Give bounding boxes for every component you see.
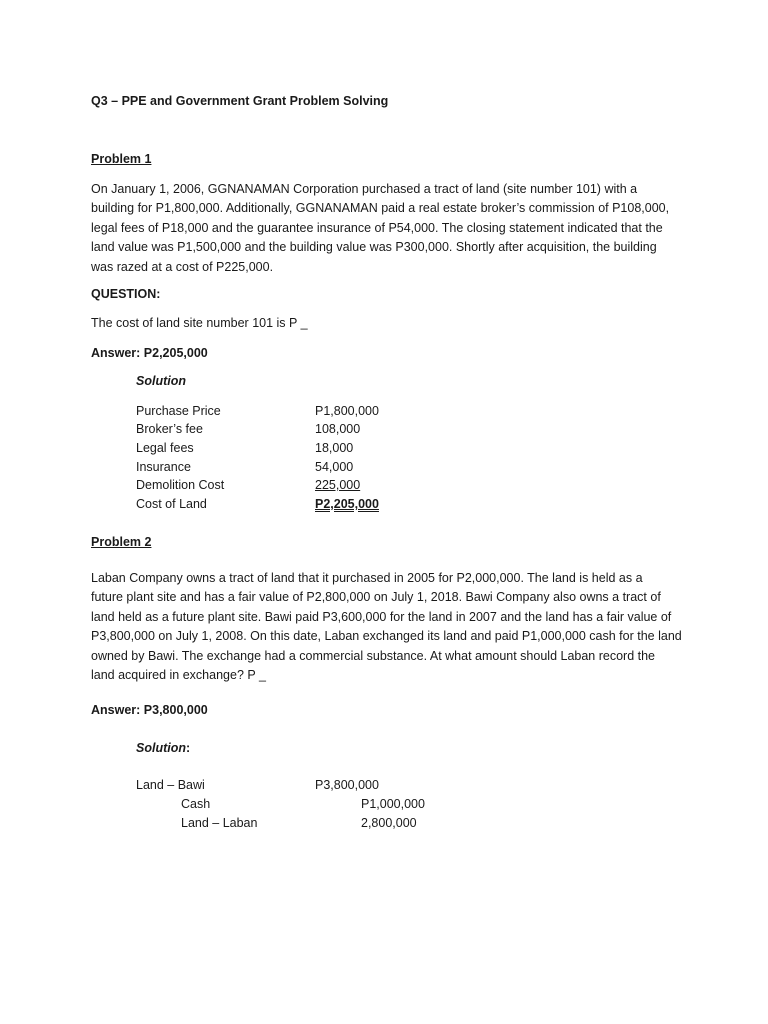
- problem1-title: Problem 1: [91, 152, 152, 166]
- solution-row-label: Demolition Cost: [136, 478, 225, 492]
- solution-row-value: 18,000: [315, 441, 354, 455]
- journal-credit: P1,000,000: [361, 797, 425, 811]
- solution-row-value-underlined: 225,000: [315, 478, 361, 492]
- solution-row-value: P1,800,000: [315, 404, 379, 418]
- paragraph-line: future plant site and has a fair value of P2,800,000 on July 1, 2018. Bawi Company also owns a tract of: [91, 590, 661, 605]
- paragraph-line: land value was P1,500,000 and the building value was P300,000. Shortly after acquisition, the building: [91, 240, 657, 255]
- solution-row-label: Purchase Price: [136, 404, 221, 418]
- problem2-answer: Answer: P3,800,000: [91, 703, 208, 717]
- paragraph-line: land acquired in exchange? P _: [91, 668, 266, 683]
- journal-account: Cash: [181, 797, 211, 811]
- solution-row-label: Insurance: [136, 460, 191, 474]
- solution-total-value: P2,205,000: [315, 497, 379, 511]
- solution-row-label: Legal fees: [136, 441, 194, 455]
- paragraph-line: P3,800,000 on July 1, 2008. On this date, Laban exchanged its land and paid P1,000,000 cash for the land: [91, 629, 682, 644]
- journal-account: Land – Laban: [181, 816, 258, 830]
- problem1-solution-label: Solution: [136, 374, 186, 388]
- document-heading: Q3 – PPE and Government Grant Problem Solving: [91, 94, 389, 108]
- problem1-answer: Answer: P2,205,000: [91, 346, 208, 360]
- paragraph-line: building for P1,800,000. Additionally, GGNANAMAN paid a real estate broker’s commission of P108,000,: [91, 201, 670, 216]
- journal-account: Land – Bawi: [136, 778, 205, 792]
- problem1-question: The cost of land site number 101 is P _: [91, 316, 308, 330]
- problem2-title: Problem 2: [91, 535, 152, 549]
- solution-row-value: 54,000: [315, 460, 354, 474]
- paragraph-line: owned by Bawi. The exchange had a commercial substance. At what amount should Laban record the: [91, 648, 656, 663]
- problem1-question-label: QUESTION:: [91, 287, 161, 301]
- solution-row-label: Cost of Land: [136, 497, 207, 511]
- journal-credit: 2,800,000: [361, 816, 417, 830]
- journal-debit: P3,800,000: [315, 778, 379, 792]
- problem1-paragraph: [91, 180, 691, 277]
- paragraph-line: legal fees of P18,000 and the guarantee insurance of P54,000. The closing statement indicated that the: [91, 220, 663, 235]
- paragraph-line: land held as a future plant site. Bawi paid P3,600,000 for the land in 2007 and the land has a fair value of: [91, 609, 672, 624]
- paragraph-line: was razed at a cost of P225,000.: [91, 259, 274, 274]
- paragraph-line: On January 1, 2006, GGNANAMAN Corporation purchased a tract of land (site number 101) with a: [91, 182, 638, 196]
- solution-row-value: 108,000: [315, 422, 361, 436]
- problem2-paragraph: [91, 569, 691, 685]
- problem2-solution-label: [136, 739, 190, 758]
- paragraph-line: Laban Company owns a tract of land that it purchased in 2005 for P2,000,000. The land is held as a: [91, 571, 643, 585]
- solution-row-label: Broker’s fee: [136, 422, 203, 436]
- solution-label-text: Solution: [136, 741, 186, 755]
- solution-label-colon: :: [186, 741, 191, 755]
